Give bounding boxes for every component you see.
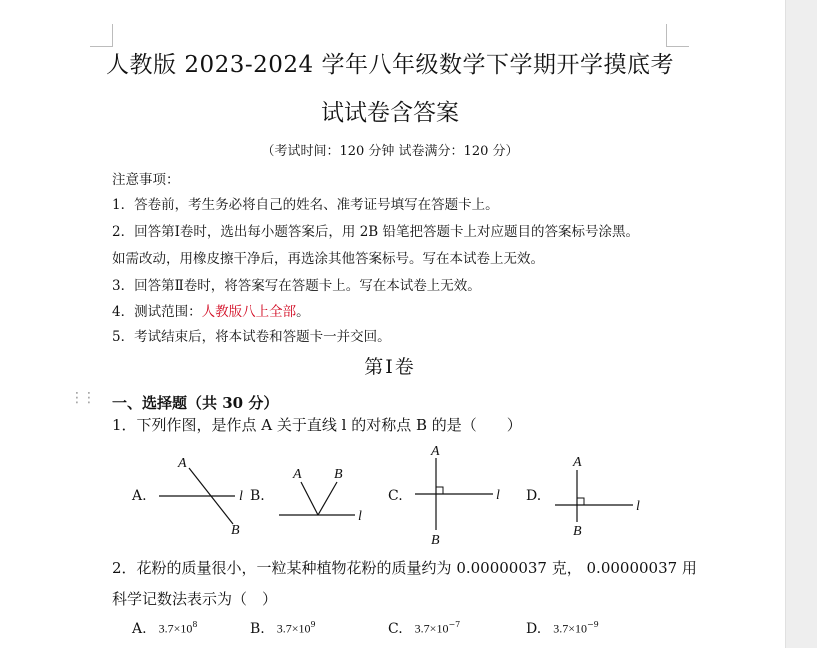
q2-option-d-key: D. <box>526 620 542 637</box>
q1-option-b <box>250 467 362 524</box>
question-2-line-2: 科学记数法表示为（ ） <box>112 590 278 608</box>
q1-d-point-b: B <box>573 524 582 539</box>
part-title: 第Ⅰ卷 <box>364 356 416 378</box>
q2-option-c-mantissa: 3.7×10 <box>414 621 449 636</box>
q2-option-a-exponent: 8 <box>192 620 198 629</box>
q1-option-b-label: B. <box>250 488 265 504</box>
note-5: 5．考试结束后，将本试卷和答题卡一并交回。 <box>112 329 391 345</box>
q2-option-b-exponent: 9 <box>310 620 316 629</box>
q1-b-point-a: A <box>293 467 302 482</box>
q2-option-d-exponent: −9 <box>586 620 599 629</box>
note-1: 1．答卷前，考生务必将自己的姓名、准考证号填写在答题卡上。 <box>112 197 499 213</box>
q2-option-d-mantissa: 3.7×10 <box>553 621 587 636</box>
note-4-scope: 人教版八上全部 <box>201 304 297 320</box>
q2-option-b <box>250 620 316 637</box>
note-2a: 2．回答第Ⅰ卷时，选出每小题答案后，用 2B 铅笔把答题卡上对应题目的答案标号涂黑。 <box>112 224 640 240</box>
q1-a-point-b: B <box>231 523 240 538</box>
vertical-scrollbar[interactable] <box>785 0 817 648</box>
q1-a-line-label: l <box>239 489 243 504</box>
q2-option-c-exponent: −7 <box>448 620 461 629</box>
q2-option-a-mantissa: 3.7×10 <box>158 621 193 636</box>
note-2b: 如需改动，用橡皮擦干净后，再选涂其他答案标号。写在本试卷上无效。 <box>112 251 544 267</box>
q1-c-right-angle <box>436 487 443 494</box>
q1-b-ray-a <box>301 482 318 515</box>
question-2-line-1: 2．花粉的质量很小，一粒某种植物花粉的质量约为 0.00000037 克， 0.00000037 用 <box>112 559 697 577</box>
q2-option-c-key: C. <box>388 620 403 637</box>
q2-option-a-key: A. <box>132 620 147 637</box>
q1-d-line-label: l <box>636 499 640 514</box>
margin-corner-top-right <box>666 24 689 47</box>
q2-option-b-key: B. <box>250 620 265 637</box>
q1-option-c-label: C. <box>388 488 403 504</box>
note-4-suffix: 。 <box>296 304 310 320</box>
q1-option-d <box>526 455 640 539</box>
exam-info: （考试时间：120 分钟 试卷满分：120 分） <box>261 144 519 159</box>
q2-option-d <box>526 620 599 637</box>
q1-b-line-label: l <box>358 509 362 524</box>
section-title: 一、选择题（共 30 分） <box>112 394 279 412</box>
note-4 <box>112 300 310 320</box>
q1-option-c <box>388 444 500 548</box>
q1-option-a <box>131 456 243 538</box>
drag-handle-icon[interactable]: ⋮⋮ <box>70 390 94 406</box>
question-1: 1．下列作图，是作点 A 关于直线 l 的对称点 B 的是（ ） <box>112 416 522 434</box>
q1-d-right-angle <box>577 498 584 505</box>
q2-option-c <box>388 620 460 637</box>
q2-option-a <box>132 620 197 637</box>
q1-a-point-a: A <box>178 456 187 471</box>
q1-c-point-b: B <box>431 533 440 548</box>
q1-b-point-b: B <box>334 467 343 482</box>
q1-option-d-label: D. <box>526 488 542 504</box>
notes-heading: 注意事项： <box>112 172 180 188</box>
title-line-1: 人教版 2023-2024 学年八年级数学下学期开学摸底考 <box>106 52 674 78</box>
q2-option-b-mantissa: 3.7×10 <box>276 621 311 636</box>
title-line-2: 试试卷含答案 <box>321 100 459 126</box>
q1-option-a-label: A. <box>132 488 147 504</box>
margin-corner-top-left <box>90 24 113 47</box>
note-3: 3．回答第Ⅱ卷时，将答案写在答题卡上。写在本试卷上无效。 <box>112 278 481 294</box>
q1-d-point-a: A <box>573 455 582 470</box>
q1-c-line-label: l <box>496 488 500 503</box>
q1-b-ray-b <box>318 482 337 515</box>
note-4-prefix: 4．测试范围： <box>112 304 202 320</box>
q1-options-figure <box>125 440 665 550</box>
q1-c-point-a: A <box>431 444 440 459</box>
